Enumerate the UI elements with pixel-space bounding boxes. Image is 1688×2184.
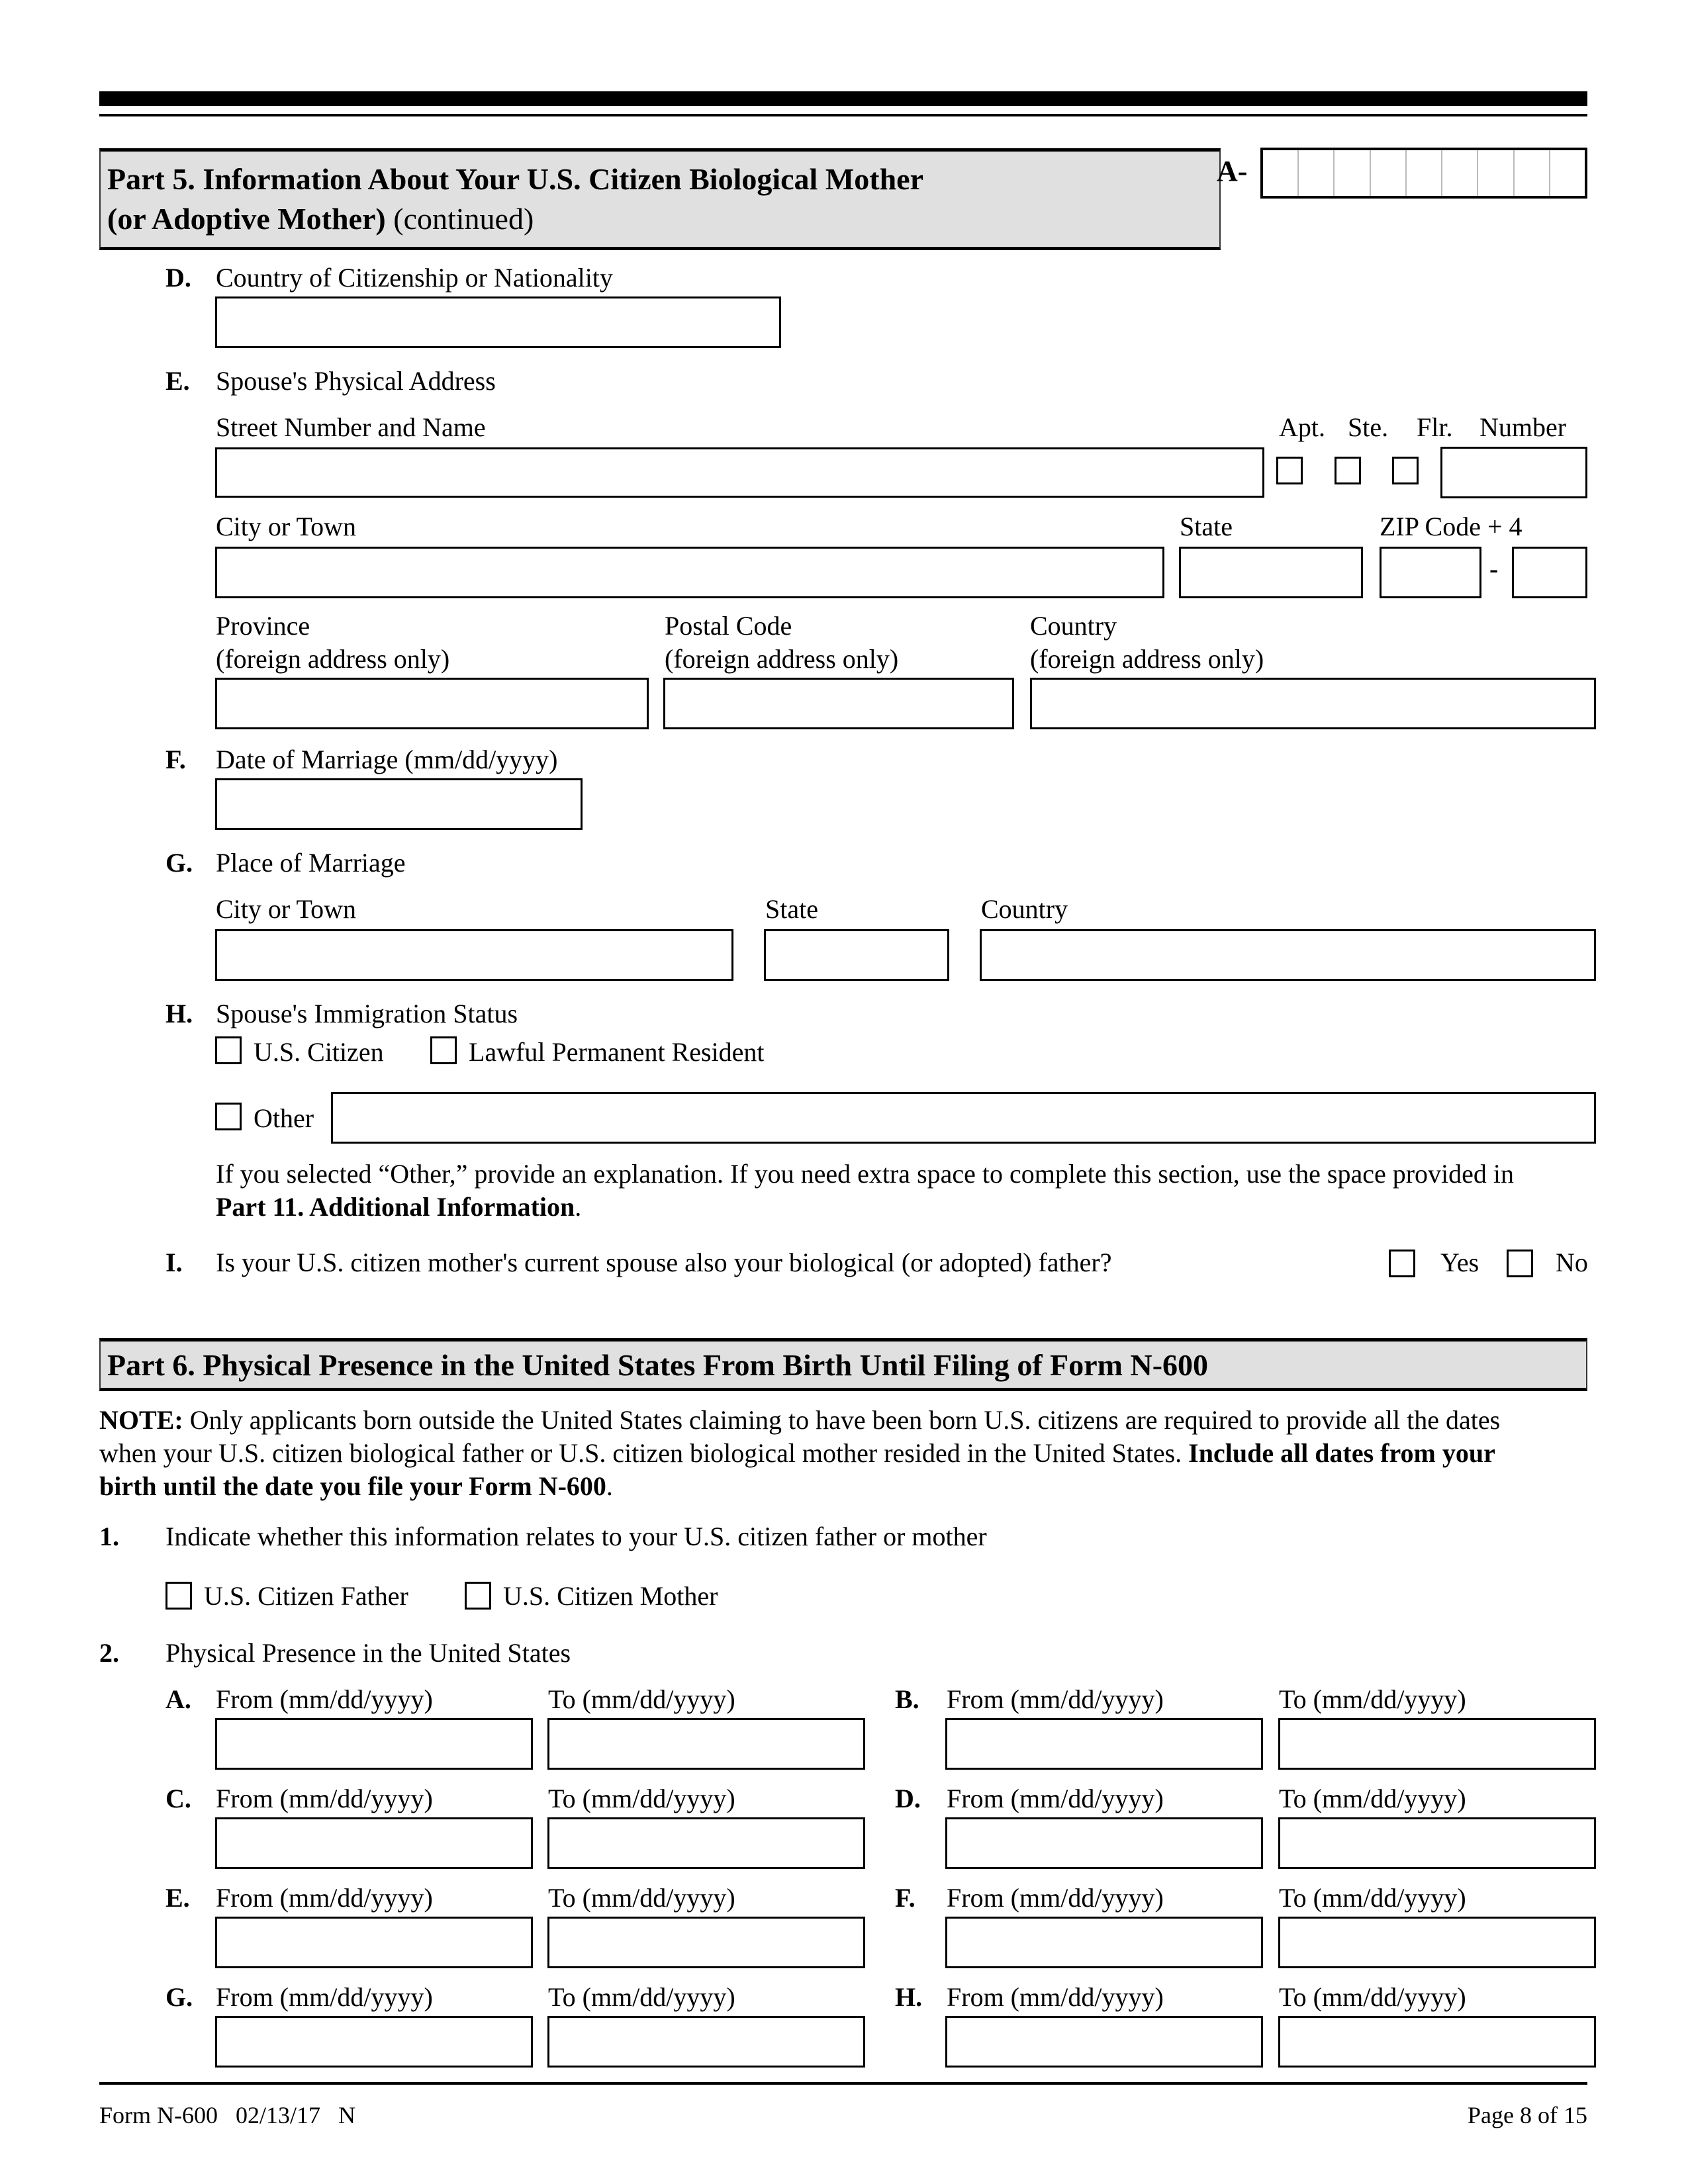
period-f-from-label: From (mm/dd/yyyy)	[947, 1883, 1164, 1913]
period-f-to-input[interactable]	[1278, 1917, 1596, 1968]
item-e-label: Spouse's Physical Address	[216, 366, 496, 396]
period-e-letter: E.	[165, 1883, 190, 1913]
period-f-letter: F.	[895, 1883, 915, 1913]
period-b-letter: B.	[895, 1684, 919, 1714]
other-checkbox[interactable]	[215, 1103, 242, 1130]
period-c-from-input[interactable]	[215, 1817, 533, 1869]
footer-rule	[99, 2082, 1587, 2085]
country-input[interactable]	[1030, 678, 1596, 729]
part6-title: Part 6. Physical Presence in the United States From Birth Until Filing of Form N-600	[107, 1348, 1209, 1382]
period-h-from-input[interactable]	[945, 2016, 1263, 2068]
postal-code-input[interactable]	[663, 678, 1014, 729]
item-e-letter: E.	[165, 366, 190, 396]
period-b-from-label: From (mm/dd/yyyy)	[947, 1684, 1164, 1714]
period-h-from-label: From (mm/dd/yyyy)	[947, 1982, 1164, 2012]
other-note-line2	[216, 1191, 581, 1223]
period-e-to-input[interactable]	[547, 1917, 865, 1968]
us-citizen-father-label: U.S. Citizen Father	[204, 1581, 408, 1611]
date-of-marriage-input[interactable]	[215, 778, 583, 830]
period-c-to-label: To (mm/dd/yyyy)	[548, 1784, 735, 1813]
period-g-from-label: From (mm/dd/yyyy)	[216, 1982, 433, 2012]
flr-label: Flr.	[1417, 412, 1453, 442]
item-f-letter: F.	[165, 745, 186, 774]
province-label: Province	[216, 611, 310, 641]
apt-number-input[interactable]	[1440, 447, 1587, 498]
a-number-cell[interactable]	[1263, 150, 1299, 196]
apt-label: Apt.	[1279, 412, 1325, 442]
marriage-city-input[interactable]	[215, 929, 733, 981]
period-f-from-input[interactable]	[945, 1917, 1263, 1968]
flr-checkbox[interactable]	[1392, 457, 1419, 484]
note-line3-period: .	[606, 1471, 613, 1501]
period-a-from-input[interactable]	[215, 1718, 533, 1770]
period-a-to-label: To (mm/dd/yyyy)	[548, 1684, 735, 1714]
a-number-cell[interactable]	[1371, 150, 1407, 196]
period-g-to-label: To (mm/dd/yyyy)	[548, 1982, 735, 2012]
city-label: City or Town	[216, 512, 357, 541]
marriage-state-input[interactable]	[764, 929, 949, 981]
street-input[interactable]	[215, 447, 1264, 498]
period-d-to-input[interactable]	[1278, 1817, 1596, 1869]
period-g-to-input[interactable]	[547, 2016, 865, 2068]
period-a-to-input[interactable]	[547, 1718, 865, 1770]
marriage-city-label: City or Town	[216, 894, 357, 924]
no-checkbox[interactable]	[1507, 1250, 1533, 1277]
part6-note-line1	[99, 1404, 1500, 1436]
period-a-from-label: From (mm/dd/yyyy)	[216, 1684, 433, 1714]
item-d-letter: D.	[165, 263, 191, 293]
period-e-from-input[interactable]	[215, 1917, 533, 1968]
period-b-to-input[interactable]	[1278, 1718, 1596, 1770]
a-number-cell[interactable]	[1407, 150, 1442, 196]
part5-title-line2-bold: (or Adoptive Mother)	[107, 202, 386, 236]
period-d-letter: D.	[895, 1784, 921, 1813]
period-b-from-input[interactable]	[945, 1718, 1263, 1770]
a-number-cell[interactable]	[1515, 150, 1550, 196]
other-note-text: If you selected “Other,” provide an explanation. If you need extra space to complete this section, use the space provided in	[216, 1159, 1515, 1189]
period-g-from-input[interactable]	[215, 2016, 533, 2068]
a-number-cell[interactable]	[1550, 150, 1585, 196]
period-d-to-label: To (mm/dd/yyyy)	[1279, 1784, 1466, 1813]
item-g-label: Place of Marriage	[216, 848, 406, 878]
item-h-letter: H.	[165, 999, 193, 1028]
other-note-period: .	[575, 1192, 582, 1222]
part5-title-line2	[107, 199, 534, 239]
us-citizen-mother-label: U.S. Citizen Mother	[503, 1581, 718, 1611]
part11-reference: Part 11. Additional Information	[216, 1192, 575, 1222]
part6-note-line2	[99, 1437, 1495, 1469]
q2-number: 2.	[99, 1638, 119, 1668]
province-sublabel: (foreign address only)	[216, 644, 450, 674]
state-label: State	[1180, 512, 1233, 541]
yes-checkbox[interactable]	[1389, 1250, 1415, 1277]
top-rule-thin	[99, 114, 1587, 116]
us-citizen-label: U.S. Citizen	[254, 1037, 384, 1067]
note-line3-bold: birth until the date you file your Form N-600	[99, 1471, 606, 1501]
item-i-letter: I.	[165, 1248, 183, 1277]
lpr-checkbox[interactable]	[430, 1036, 457, 1064]
period-a-letter: A.	[165, 1684, 191, 1714]
item-d-label: Country of Citizenship or Nationality	[216, 263, 613, 293]
ste-label: Ste.	[1348, 412, 1389, 442]
other-explanation-input[interactable]	[331, 1092, 1596, 1144]
a-number-cell[interactable]	[1478, 150, 1514, 196]
part6-header	[99, 1338, 1587, 1391]
item-h-label: Spouse's Immigration Status	[216, 999, 518, 1028]
period-d-from-input[interactable]	[945, 1817, 1263, 1869]
province-input[interactable]	[215, 678, 649, 729]
item-f-label: Date of Marriage (mm/dd/yyyy)	[216, 745, 558, 774]
us-citizen-father-checkbox[interactable]	[165, 1582, 192, 1610]
q2-text: Physical Presence in the United States	[165, 1638, 571, 1668]
country-label: Country	[1030, 611, 1117, 641]
note-line1-text: Only applicants born outside the United States claiming to have been born U.S. citizens are required to provide all the dates	[183, 1405, 1501, 1435]
number-label: Number	[1479, 412, 1567, 442]
country-sublabel: (foreign address only)	[1030, 644, 1264, 674]
marriage-state-label: State	[765, 894, 818, 924]
lpr-label: Lawful Permanent Resident	[469, 1037, 765, 1067]
postal-sublabel: (foreign address only)	[665, 644, 899, 674]
part5-header	[99, 148, 1221, 250]
period-c-from-label: From (mm/dd/yyyy)	[216, 1784, 433, 1813]
period-g-letter: G.	[165, 1982, 193, 2012]
city-input[interactable]	[215, 547, 1164, 598]
a-number-cell[interactable]	[1442, 150, 1478, 196]
yes-label: Yes	[1440, 1248, 1479, 1277]
country-of-citizenship-input[interactable]	[215, 296, 781, 348]
state-input[interactable]	[1179, 547, 1363, 598]
period-h-to-input[interactable]	[1278, 2016, 1596, 2068]
footer-page-number: Page 8 of 15	[1468, 2102, 1587, 2128]
period-c-to-input[interactable]	[547, 1817, 865, 1869]
note-label: NOTE:	[99, 1405, 183, 1435]
us-citizen-checkbox[interactable]	[215, 1036, 242, 1064]
q1-number: 1.	[99, 1522, 119, 1551]
a-number-label: A-	[1217, 155, 1248, 187]
period-f-to-label: To (mm/dd/yyyy)	[1279, 1883, 1466, 1913]
item-i-question: Is your U.S. citizen mother's current spouse also your biological (or adopted) father?	[216, 1248, 1112, 1277]
note-line2-text: when your U.S. citizen biological father or U.S. citizen biological mother resided in the United States.	[99, 1438, 1189, 1468]
apt-checkbox[interactable]	[1276, 457, 1303, 484]
a-number-input[interactable]	[1260, 148, 1587, 199]
period-c-letter: C.	[165, 1784, 191, 1813]
no-label: No	[1556, 1248, 1588, 1277]
q1-text: Indicate whether this information relates to your U.S. citizen father or mother	[165, 1522, 987, 1551]
zip-input[interactable]	[1380, 547, 1481, 598]
footer-form-id: Form N-600 02/13/17 N	[99, 2102, 355, 2128]
part5-title-line2-continued: (continued)	[385, 202, 534, 236]
top-rule-thick	[99, 91, 1587, 106]
period-h-to-label: To (mm/dd/yyyy)	[1279, 1982, 1466, 2012]
street-label: Street Number and Name	[216, 412, 486, 442]
period-e-to-label: To (mm/dd/yyyy)	[548, 1883, 735, 1913]
a-number-cell[interactable]	[1335, 150, 1370, 196]
note-line2-bold: Include all dates from your	[1188, 1438, 1495, 1468]
zip-dash: -	[1489, 554, 1499, 584]
other-label: Other	[254, 1103, 314, 1133]
marriage-country-label: Country	[981, 894, 1068, 924]
zip-label: ZIP Code + 4	[1380, 512, 1523, 541]
period-h-letter: H.	[895, 1982, 923, 2012]
a-number-cell[interactable]	[1299, 150, 1335, 196]
ste-checkbox[interactable]	[1335, 457, 1361, 484]
part6-note-line3	[99, 1471, 613, 1502]
period-e-from-label: From (mm/dd/yyyy)	[216, 1883, 433, 1913]
period-b-to-label: To (mm/dd/yyyy)	[1279, 1684, 1466, 1714]
period-d-from-label: From (mm/dd/yyyy)	[947, 1784, 1164, 1813]
us-citizen-mother-checkbox[interactable]	[465, 1582, 491, 1610]
zip4-input[interactable]	[1512, 547, 1587, 598]
postal-label: Postal Code	[665, 611, 792, 641]
marriage-country-input[interactable]	[980, 929, 1596, 981]
part5-title-line1: Part 5. Information About Your U.S. Citizen Biological Mother	[107, 162, 923, 196]
item-g-letter: G.	[165, 848, 193, 878]
